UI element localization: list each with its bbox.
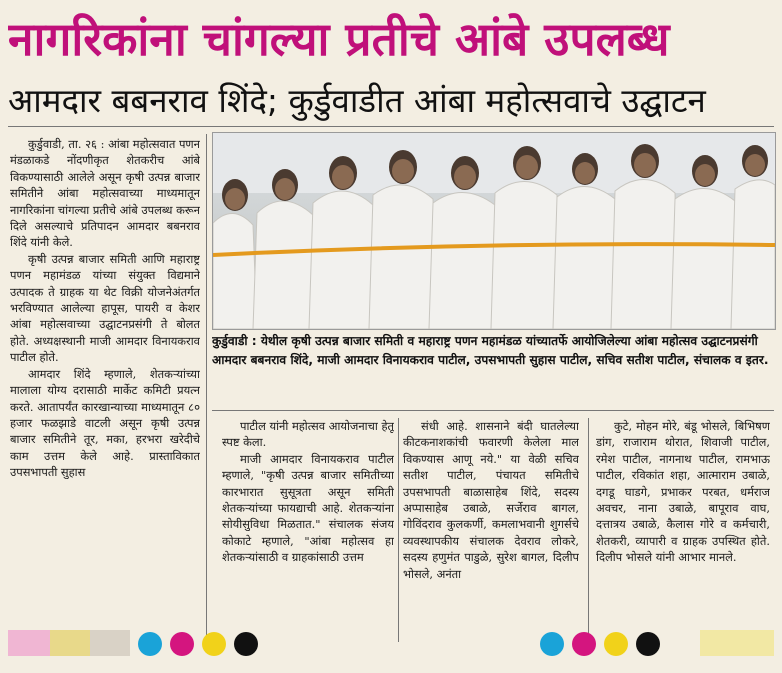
registration-bar-yellow: [50, 630, 90, 656]
paragraph: आमदार शिंदे म्हणाले, शेतकऱ्यांच्या मालाला योग्य दरासाठी मार्केट कमिटी प्रयत्न करते. आतापर्यंत कारखान्याच्या माध्यमातून ८० हजार फळझाडे वाटली असून कृषी उत्पन्न बाजार समितीने तूर, मका, हरभरा खरेदीचे काम उत्तम केले आहे. प्रास्ताविकात उपसभापती सुहास: [10, 366, 200, 480]
registration-bar-gray: [90, 630, 130, 656]
event-photo: [212, 132, 776, 330]
paragraph: पाटील यांनी महोत्सव आयोजनाचा हेतू स्पष्ट केला.: [222, 419, 394, 450]
article-column-1: [10, 136, 200, 642]
registration-dot-yellow: [202, 632, 226, 656]
registration-dot-yellow: [604, 632, 628, 656]
article-column-4: [596, 418, 770, 642]
paragraph: कृषी उत्पन्न बाजार समिती आणि महाराष्ट्र पणन महामंडळ यांच्या संयुक्त विद्यमाने उत्पादक ते ग्राहक या थेट विक्री योजनेअंतर्गत भरविण्यात आलेल्या हापूस, पायरी व केशर आंबा महोत्सवाच्या उद्घाटनप्रसंगी ते बोलत होते. अध्यक्षस्थानी माजी आमदार विनायकराव पाटील होते.: [10, 251, 200, 365]
registration-dot-black: [636, 632, 660, 656]
registration-dot-cyan: [540, 632, 564, 656]
column-rule: [588, 418, 589, 642]
registration-bar-magenta: [8, 630, 50, 656]
photo-caption: कुर्डुवाडी : येथील कृषी उत्पन्न बाजार समिती व महाराष्ट्र पणन महामंडळ यांच्यातर्फे आयोजिलेल्या आंबा महोत्सव उद्घाटनप्रसंगी आमदार बबनराव शिंदे, माजी आमदार विनायकराव पाटील, उपसभापती सुहास पाटील, सचिव सतीश पाटील, संचालक व इतर.: [212, 334, 769, 367]
paragraph: कुटे, मोहन मोरे, बंडू भोसले, बिभिषण डांग, राजाराम थोरात, शिवाजी पाटील, रमेश पाटील, नागनाथ पाटील, रामभाऊ पाटील, रविकांत शहा, आत्माराम उबाळे, दगडू घाडगे, प्रभाकर परबत, धर्मराज अवचर, नाना उबाळे, बापूराव वाघ, दत्तात्रय उबाळे, कैलास गोरे व कर्मचारी, शेतकरी, व्यापारी व ग्राहक उपस्थित होते. दिलीप भोसले यांनी आभार मानले.: [596, 419, 770, 565]
paragraph: माजी आमदार विनायकराव पाटील म्हणाले, "कृषी उत्पन्न बाजार समितीच्या कारभारात सुसूत्रता असून समिती शेतकऱ्यांच्या फायद्याची आहे. शेतकऱ्यांना सोयीसुविधा मिळतात." संचालक संजय कोकाटे म्हणाले, "आंबा महोत्सव हा शेतकऱ्यांसाठी व ग्राहकांसाठी उत्तम: [222, 451, 394, 565]
caption-rule: [212, 410, 774, 411]
column-rule: [206, 134, 207, 642]
ribbon-cutting-image: [213, 133, 775, 329]
headline: नागरिकांना चांगल्या प्रतीचे आंबे उपलब्ध: [8, 12, 670, 66]
column-rule: [398, 418, 399, 642]
article-column-3: [403, 418, 579, 642]
registration-bar-yellow: [700, 630, 774, 656]
registration-dot-magenta: [572, 632, 596, 656]
registration-dot-black: [234, 632, 258, 656]
article-column-2: [222, 418, 394, 642]
paragraph: संधी आहे. शासनाने बंदी घातलेल्या कीटकनाशकांची फवारणी केलेला माल विकण्यास आणू नये." या वेळी सचिव सतीश पाटील, पंचायत समितीचे उपसभापती बाळासाहेब शिंदे, सदस्य अप्पासाहेब उबाळे, सर्जेराव बागल, गोविंदराव कुलकर्णी, कमलाभवानी शुगर्सचे व्यवस्थापकीय संचालक देवराव लोकरे, सदस्य हणुमंत पाडुळे, सुरेश बागल, दिलीप भोसले, अनंता: [403, 419, 579, 581]
paragraph: कुर्डुवाडी, ता. २६ : आंबा महोत्सवात पणन मंडळाकडे नोंदणीकृत शेतकरीच आंबे विकण्यासाठी आलेले असून कृषी उत्पन्न बाजार समितीने आंबा महोत्सवाच्या माध्यमातून नागरिकांना चांगल्या प्रतीचे आंबे उपलब्ध करून दिले असल्याचे प्रतिपादन आमदार बबनराव शिंदे यांनी केले.: [10, 137, 200, 250]
registration-dot-cyan: [138, 632, 162, 656]
registration-dot-magenta: [170, 632, 194, 656]
header-rule: [8, 126, 774, 127]
subheadline: आमदार बबनराव शिंदे; कुर्डुवाडीत आंबा महोत्सवाचे उद्घाटन: [8, 81, 706, 120]
